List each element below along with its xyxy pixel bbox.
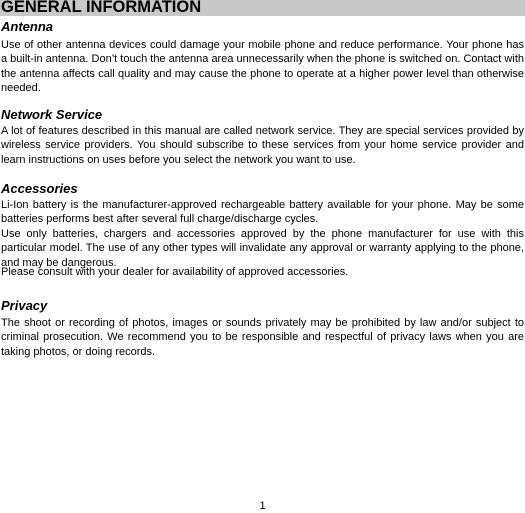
section-heading-privacy: Privacy (1, 298, 48, 313)
page-title: GENERAL INFORMATION (1, 0, 202, 16)
accessories-paragraph-2: Use only batteries, chargers and accessories approved by the phone manufacturer for use with this particular model. The use of any other types will invalidate any approval or warranty applying to the phone, and may be dangerous. (1, 228, 524, 269)
page-number: 1 (259, 500, 266, 512)
antenna-paragraph: Use of other antenna devices could damage your mobile phone and reduce performance. Your phone has a built-in antenna. Don’t touch the antenna area unnecessarily when the phone is switched on. Contact with the antenna affects call quality and may cause the phone to operate at a higher power level than otherwise needed. (1, 39, 524, 94)
accessories-paragraph-3: Please consult with your dealer for availability of approved accessories. (1, 266, 349, 278)
accessories-paragraph-1: Li-Ion battery is the manufacturer-approved rechargeable battery available for your phone. May be some batteries performs best after several full charge/discharge cycles. (1, 199, 524, 226)
section-heading-accessories: Accessories (1, 181, 78, 196)
section-heading-antenna: Antenna (1, 19, 53, 34)
section-heading-network-service: Network Service (1, 107, 103, 122)
network-service-paragraph: A lot of features described in this manual are called network service. They are special services provided by wireless service providers. You should subscribe to these services from your home service provider and learn instructions on uses before you select the network you want to use. (1, 125, 524, 166)
privacy-paragraph: The shoot or recording of photos, images or sounds privately may be prohibited by law and/or subject to criminal prosecution. We recommend you to be responsible and respectful of privacy laws when you are taking photos, or doing records. (1, 317, 524, 358)
title-bar (0, 0, 525, 16)
